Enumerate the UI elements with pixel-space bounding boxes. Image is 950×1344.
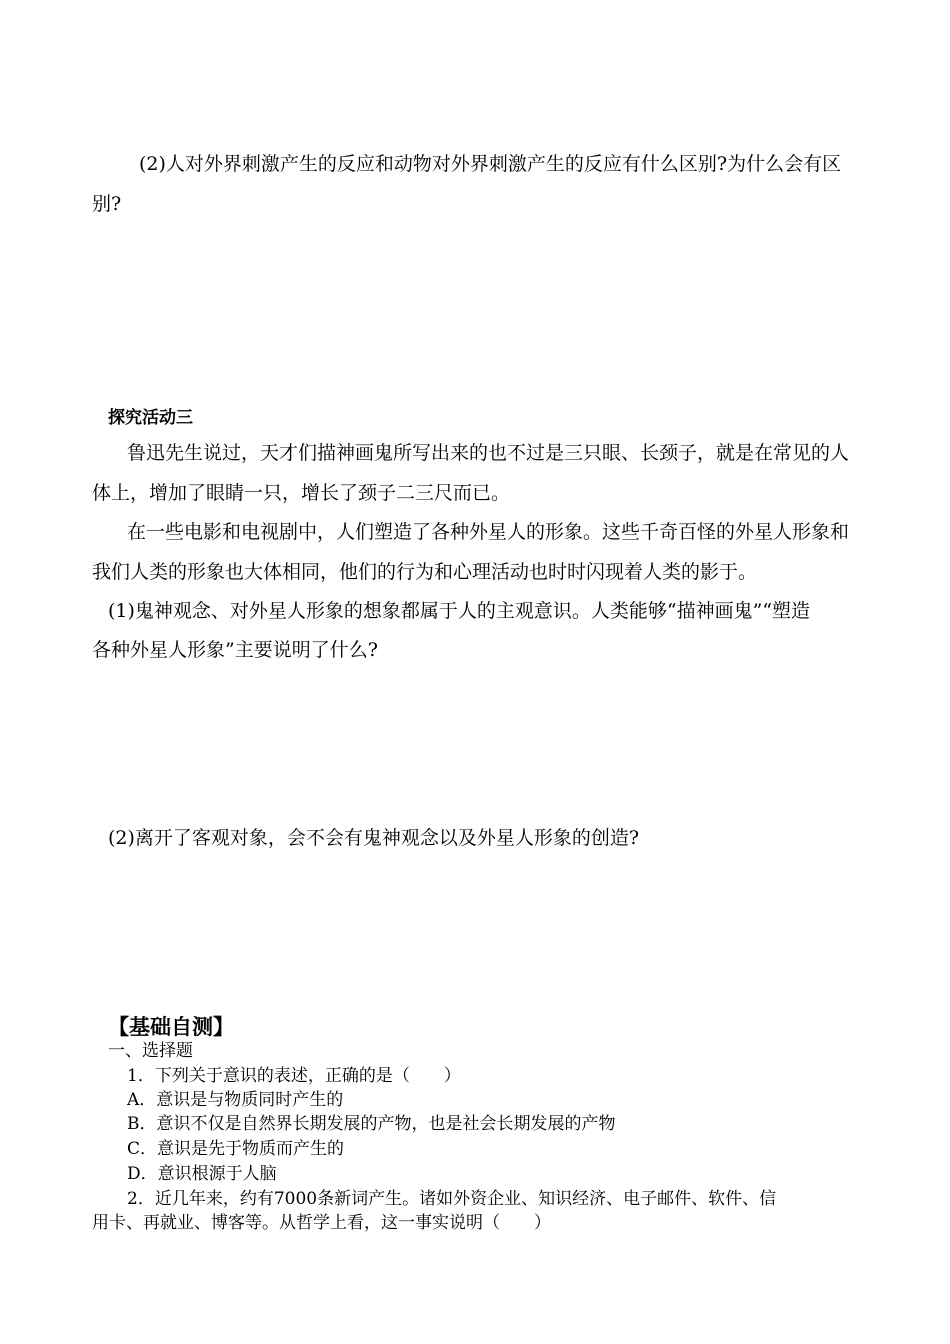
activity3-question1-line1: (1)鬼神观念、对外星人形象的想象都属于人的主观意识。人类能够“描神画鬼”“塑造 (108, 600, 811, 622)
question1-option-c: C．意识是先于物质而产生的 (127, 1139, 345, 1159)
question1-option-d: D．意识根源于人脑 (127, 1164, 277, 1184)
activity3-paragraph2-line2: 我们人类的形象也大体相同，他们的行为和心理活动也时时闪现着人类的影于。 (92, 561, 758, 583)
activity3-question2: (2)离开了客观对象，会不会有鬼神观念以及外星人形象的创造? (108, 827, 640, 849)
activity3-paragraph1-line2: 体上，增加了眼睛一只，增长了颈子二三尺而已。 (92, 482, 511, 504)
question1: 1．下列关于意识的表述，正确的是（ ） (127, 1066, 461, 1086)
activity3-paragraph2-line1: 在一些电影和电视剧中，人们塑造了各种外星人的形象。这些千奇百怪的外星人形象和 (127, 521, 850, 543)
activity3-heading: 探究活动三 (108, 408, 193, 428)
question1-option-b: B．意识不仅是自然界长期发展的产物，也是社会长期发展的产物 (127, 1114, 616, 1134)
question2-line1: 2．近几年来，约有7000条新词产生。诸如外资企业、知识经济、电子邮件、软件、信 (127, 1189, 777, 1209)
activity2-question2-line2: 别? (92, 193, 122, 215)
selftest-heading: 【基础自测】 (108, 1015, 234, 1039)
activity2-question2-line1: (2)人对外界刺激产生的反应和动物对外界刺激产生的反应有什么区别?为什么会有区 (139, 153, 842, 175)
activity3-paragraph1-line1: 鲁迅先生说过，天才们描神画鬼所写出来的也不过是三只眼、长颈子，就是在常见的人 (127, 442, 850, 464)
question2-line2: 用卡、再就业、博客等。从哲学上看，这一事实说明（ ） (92, 1213, 551, 1233)
question1-option-a: A．意识是与物质同时产生的 (127, 1090, 344, 1110)
activity3-question1-line2: 各种外星人形象”主要说明了什么? (92, 639, 378, 661)
selftest-section-title: 一、选择题 (108, 1041, 193, 1061)
